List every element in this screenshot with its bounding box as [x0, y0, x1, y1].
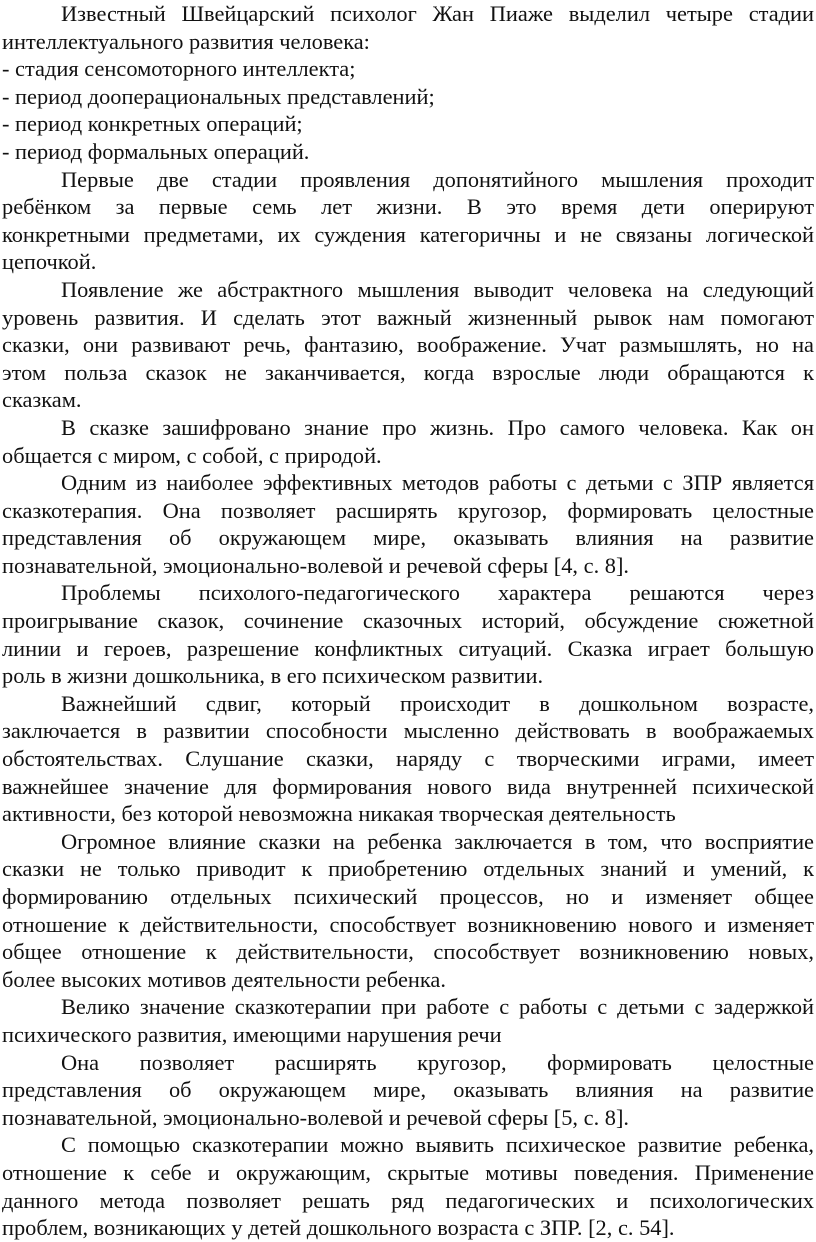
paragraph-first-line: В сказке зашифровано знание про жизнь. Про самого человека. Как он — [61, 414, 814, 440]
paragraph-line: обстоятельствах. Слушание сказки, наряду с творческими играми, имеет — [2, 746, 814, 772]
paragraph-first-line: Известный Швейцарский психолог Жан Пиаже выделил четыре стадии — [61, 1, 814, 26]
paragraph-line: формированию отдельных психический процессов, но и изменяет общее — [2, 884, 814, 909]
paragraph-line: ребёнком за первые семь лет жизни. В это время дети оперируют — [2, 194, 814, 220]
paragraph-line: - период дооперациональных представлений; — [2, 83, 435, 109]
paragraph-line: - период конкретных операций; — [2, 111, 303, 137]
paragraph-line: представления об окружающем мире, оказывать влияния на развитие — [2, 525, 814, 551]
paragraph-line: познавательной, эмоционально-волевой и речевой сферы [5, с. 8]. — [2, 1104, 630, 1130]
paragraph-line: отношение к себе и окружающим, скрытые мотивы поведения. Применение — [2, 1159, 814, 1185]
paragraph-first-line: Важнейший сдвиг, который происходит в дошкольном возрасте, — [61, 690, 814, 716]
paragraph-first-line: Одним из наиболее эффективных методов работы с детьми с ЗПР является — [61, 470, 814, 496]
paragraph-line: психического развития, имеющими нарушения речи — [2, 1021, 502, 1047]
paragraph-line: интеллектуального развития человека: — [2, 28, 370, 54]
paragraph-first-line: Она позволяет расширять кругозор, формировать целостные — [61, 1049, 814, 1075]
paragraph-line: сказки, они развивают речь, фантазию, воображение. Учат размышлять, но на — [2, 332, 814, 358]
paragraph-line: конкретными предметами, их суждения категоричны и не связаны логической — [2, 221, 814, 247]
paragraph-line: важнейшее значение для формирования нового вида внутренней психической — [2, 773, 814, 799]
paragraph-line: познавательной, эмоционально-волевой и речевой сферы [4, с. 8]. — [2, 552, 630, 578]
paragraph-line: сказкам. — [2, 387, 82, 413]
paragraph-first-line: Первые две стадии проявления допонятийного мышления проходит — [61, 166, 814, 192]
paragraph-first-line: Проблемы психолого-педагогического характера решаются через — [61, 580, 814, 606]
paragraph-line: заключается в развитии способности мысленно действовать в воображаемых — [2, 718, 814, 744]
paragraph-line: - период формальных операций. — [2, 138, 310, 164]
paragraph-line: этом польза сказок не заканчивается, когда взрослые люди обращаются к — [2, 359, 814, 385]
paragraph-line: данного метода позволяет решать ряд педагогических и психологических — [2, 1187, 814, 1213]
document-text — [2, 0, 814, 1242]
paragraph-line: активности, без которой невозможна никакая творческая деятельность — [2, 801, 676, 827]
paragraph-line: роль в жизни дошкольника, в его психическом развитии. — [2, 663, 544, 689]
paragraph-line: сказкотерапия. Она позволяет расширять кругозор, формировать целостные — [2, 497, 814, 523]
paragraph-line: - стадия сенсомоторного интеллекта; — [2, 56, 356, 82]
paragraph-line: проигрывание сказок, сочинение сказочных историй, обсуждение сюжетной — [2, 608, 814, 634]
paragraph-line: представления об окружающем мире, оказывать влияния на развитие — [2, 1077, 814, 1103]
paragraph-line: общается с миром, с собой, с природой. — [2, 442, 382, 468]
paragraph-line: сказки не только приводит к приобретению отдельных знаний и умений, к — [2, 856, 814, 882]
paragraph-first-line: Появление же абстрактного мышления выводит человека на следующий — [61, 276, 814, 302]
paragraph-first-line: Огромное влияние сказки на ребенка заключается в том, что восприятие — [61, 828, 814, 854]
paragraph-line: цепочкой. — [2, 249, 97, 275]
paragraph-line: уровень развития. И сделать этот важный жизненный рывок нам помогают — [2, 304, 814, 330]
paragraph-first-line: Велико значение сказкотерапии при работе с работы с детьми с задержкой — [61, 994, 814, 1020]
paragraph-first-line: С помощью сказкотерапии можно выявить психическое развитие ребенка, — [61, 1132, 814, 1158]
paragraph-line: линии и героев, разрешение конфликтных ситуаций. Сказка играет большую — [2, 635, 814, 661]
paragraph-line: отношение к действительности, способствует возникновению нового и изменяет — [2, 911, 814, 937]
paragraph-line: общее отношение к действительности, способствует возникновению новых, — [2, 939, 814, 965]
paragraph-line: проблем, возникающих у детей дошкольного возраста с ЗПР. [2, с. 54]. — [2, 1215, 675, 1241]
paragraph-line: более высоких мотивов деятельности ребенка. — [2, 966, 446, 992]
